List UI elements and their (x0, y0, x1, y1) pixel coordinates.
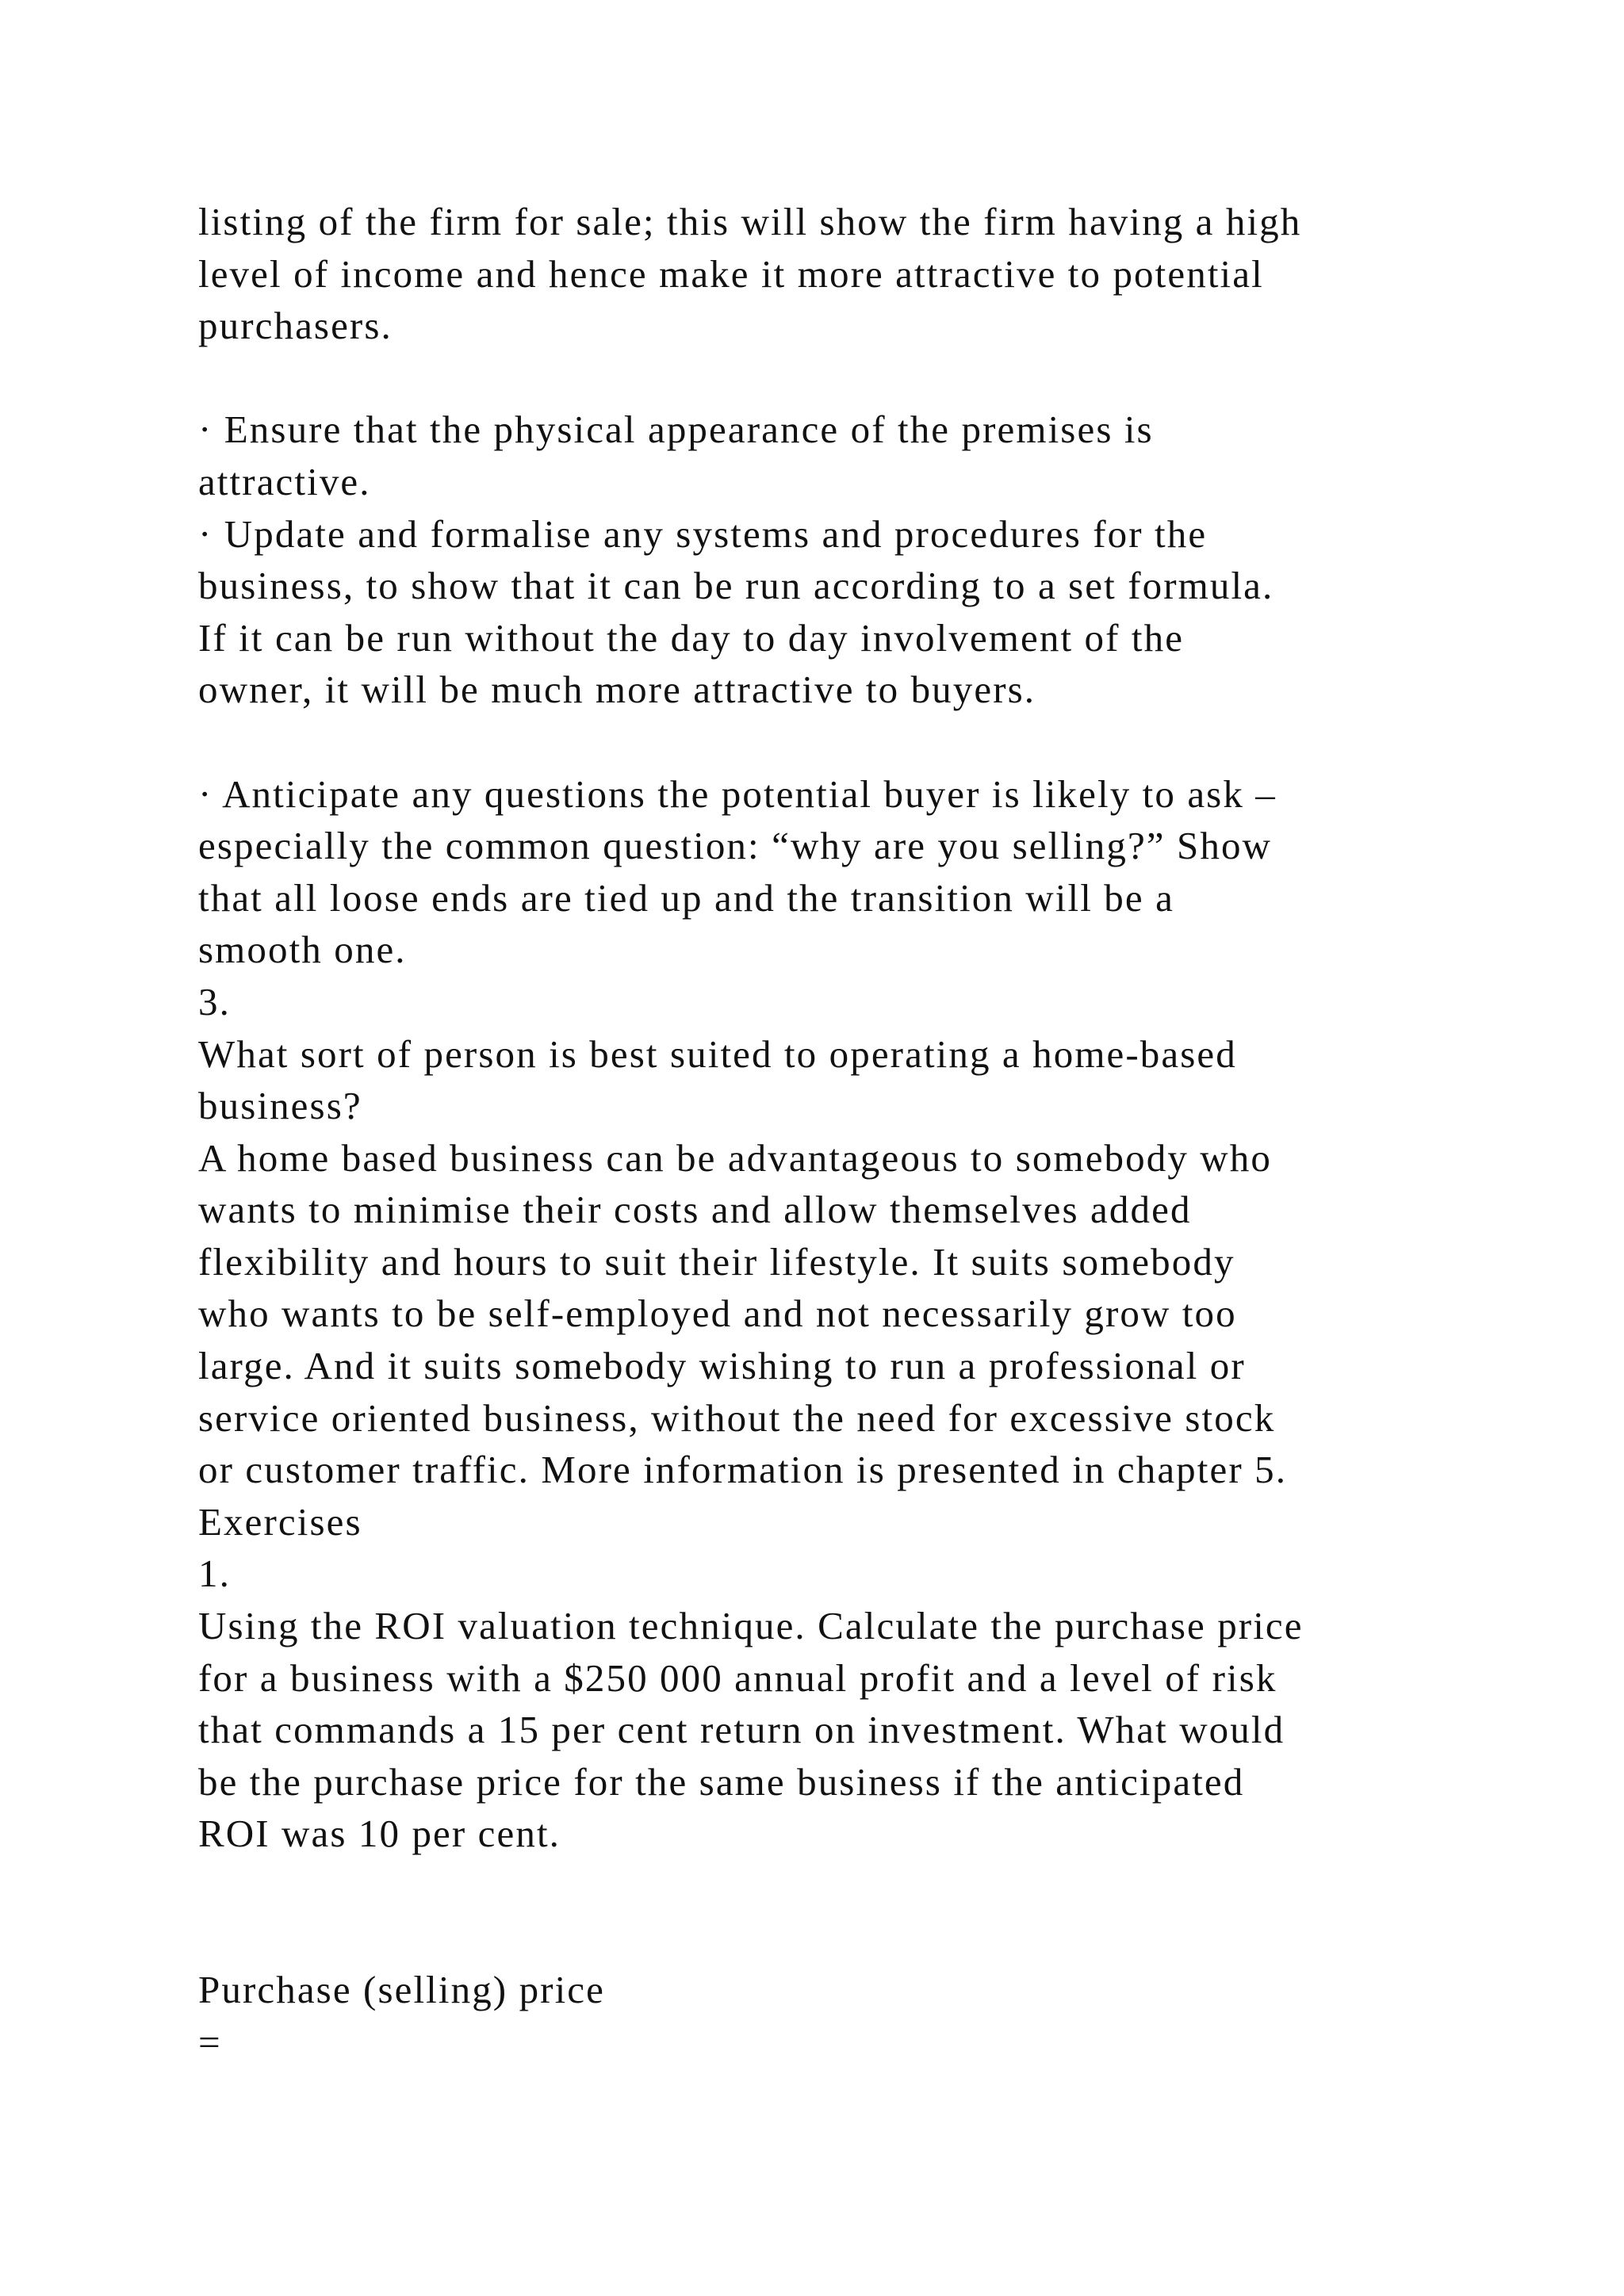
document-body (198, 196, 1530, 2068)
question-text (198, 1028, 1530, 1132)
text-line: · Anticipate any questions the potential buyer is likely to ask – (198, 771, 1277, 816)
text-line: smooth one. (198, 928, 407, 972)
text-line: What sort of person is best suited to operating a home-based (198, 1031, 1237, 1076)
answer-text (198, 1132, 1530, 1496)
paragraph-listing (198, 196, 1530, 352)
text-line: owner, it will be much more attractive to buyers. (198, 668, 1036, 712)
text-line: that commands a 15 per cent return on investment. What would (198, 1708, 1285, 1752)
text-line: level of income and hence make it more attractive to potential (198, 251, 1264, 296)
text-line: that all loose ends are tied up and the transition will be a (198, 875, 1174, 920)
blank-lines (198, 1860, 1530, 1964)
text-line: · Update and formalise any systems and procedures for the (198, 511, 1208, 556)
text-line: especially the common question: “why are you selling?” Show (198, 824, 1273, 868)
text-line: business? (198, 1084, 362, 1128)
text-line: service oriented business, without the need for excessive stock (198, 1395, 1276, 1440)
text-line: be the purchase price for the same business if the anticipated (198, 1759, 1245, 1804)
text-line: large. And it suits somebody wishing to run a professional or (198, 1344, 1246, 1388)
text-line: for a business with a $250 000 annual profit and a level of risk (198, 1655, 1277, 1700)
bullet-systems (198, 508, 1530, 716)
formula-equals: = (198, 2019, 222, 2064)
text-line: business, to show that it can be run according to a set formula. (198, 564, 1274, 608)
blank-line (198, 716, 1530, 768)
text-line: or customer traffic. More information is presented in chapter 5. (198, 1448, 1288, 1492)
blank-line (198, 352, 1530, 404)
text-line: ROI was 10 per cent. (198, 1812, 561, 1856)
bullet-anticipate (198, 768, 1530, 976)
bullet-appearance (198, 404, 1530, 507)
text-line: who wants to be self-employed and not necessarily grow too (198, 1292, 1237, 1336)
formula-label: Purchase (selling) price (198, 1968, 606, 2012)
exercise-text (198, 1600, 1530, 1860)
text-line: wants to minimise their costs and allow themselves added (198, 1188, 1192, 1232)
text-line: flexibility and hours to suit their lifestyle. It suits somebody (198, 1239, 1235, 1284)
text-line: attractive. (198, 459, 371, 503)
text-line: A home based business can be advantageous to somebody who (198, 1135, 1272, 1180)
text-line: If it can be run without the day to day involvement of the (198, 615, 1185, 660)
exercises-heading: Exercises (198, 1499, 362, 1544)
text-line: listing of the firm for sale; this will show the firm having a high (198, 200, 1302, 243)
exercise-number: 1. (198, 1552, 231, 1596)
text-line: · Ensure that the physical appearance of the premises is (198, 408, 1154, 452)
text-line: purchasers. (198, 304, 393, 348)
text-line: Using the ROI valuation technique. Calculate the purchase price (198, 1604, 1304, 1648)
question-number: 3. (198, 979, 231, 1024)
